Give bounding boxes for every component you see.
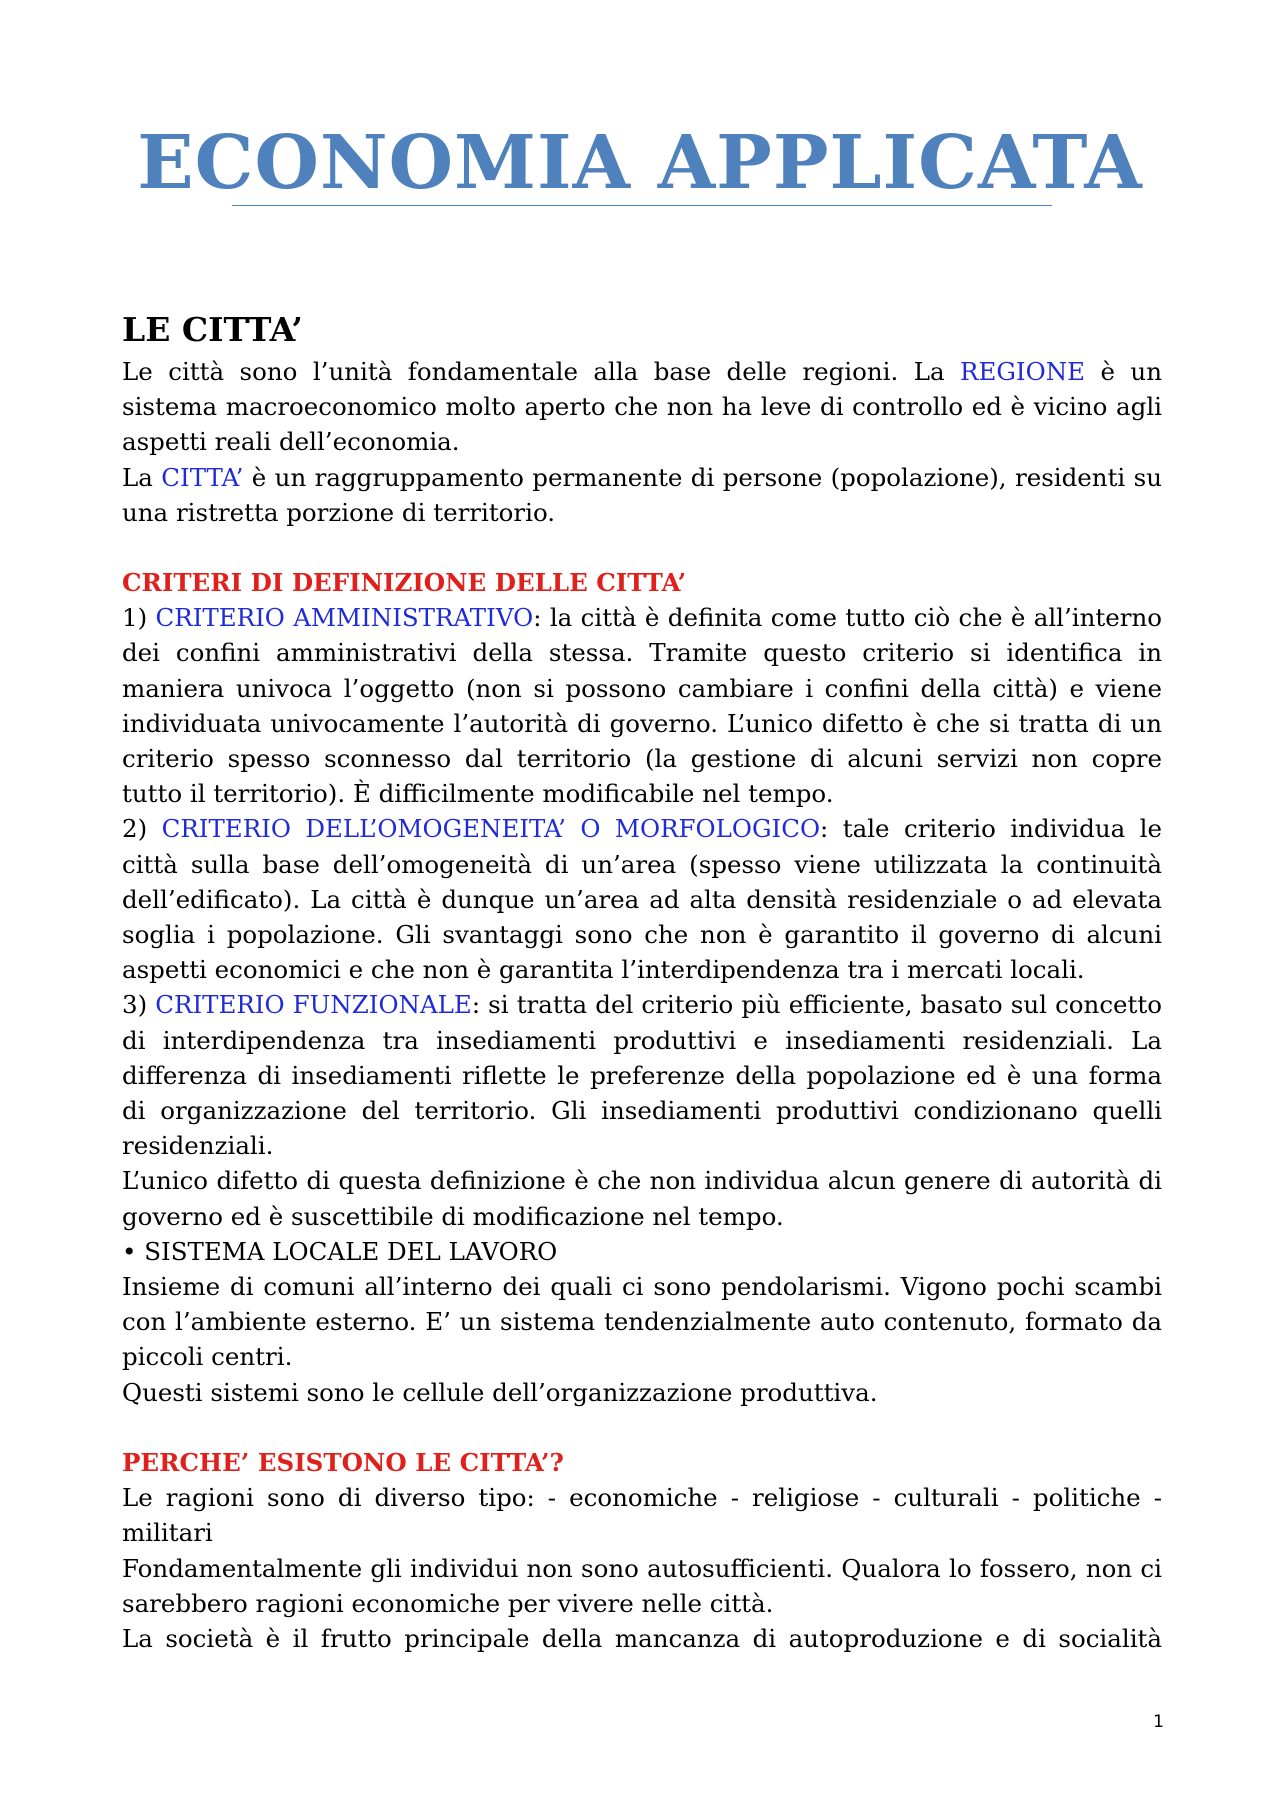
criterion-2	[122, 811, 1162, 987]
section-heading-criteri: CRITERI DI DEFINIZIONE DELLE CITTA’	[122, 568, 687, 598]
document-body	[122, 306, 1162, 1656]
criterion-text: : si tratta del criterio più efficiente, basato sul concetto di interdipendenza tra insediamenti produttivi e insediamenti residenziali. La differenza di insediamenti riflette le preferenze della popolazione ed è una forma di organizzazione del territorio. Gli insediamenti produttivi condizionano quelli residenziali.	[122, 990, 1162, 1161]
paragraph-citta	[122, 460, 1162, 530]
criterion-3	[122, 987, 1162, 1163]
title-underline	[232, 205, 1052, 206]
criterion-text: : tale criterio individua le città sulla base dell’omogeneità di un’area (spesso viene utilizzata la continuità dell’edificato). La città è dunque un’area ad alta densità residenziale o ad elevata soglia i popolazione. Gli svantaggi sono che non è garantito il governo di alcuni aspetti economici e che non è garantita l’interdipendenza tra i mercati locali.	[122, 814, 1162, 985]
paragraph-sistema-locale: Insieme di comuni all’interno dei quali ci sono pendolarismi. Vigono pochi scambi con l’ambiente esterno. E’ un sistema tendenzialmente auto contenuto, formato da piccoli centri.	[122, 1272, 1162, 1372]
section-heading-le-citta: LE CITTA’	[122, 310, 303, 349]
keyword-criterio-funzionale: CRITERIO FUNZIONALE	[155, 990, 472, 1020]
spacer	[122, 530, 1162, 565]
criterion-3-defect: L’unico difetto di questa definizione è che non individua alcun genere di autorità di governo ed è suscettibile di modificazione nel tempo.	[122, 1166, 1162, 1231]
section-heading-perche: PERCHE’ ESISTONO LE CITTA’?	[122, 1447, 564, 1477]
keyword-citta: CITTA’	[161, 462, 244, 492]
paragraph-regione	[122, 354, 1162, 460]
spacer	[122, 1410, 1162, 1445]
keyword-criterio-omogeneita: CRITERIO DELL’OMOGENEITA’ O MORFOLOGICO	[161, 814, 821, 844]
criterion-1	[122, 600, 1162, 811]
paragraph-societa: La società è il frutto principale della mancanza di autoproduzione e di socialità	[122, 1623, 1162, 1653]
criterion-number: 2)	[122, 814, 162, 844]
text: La	[122, 462, 162, 492]
paragraph-ragioni: Le ragioni sono di diverso tipo: - economiche - religiose - culturali - politiche - militari	[122, 1483, 1162, 1548]
criterion-text: : la città è definita come tutto ciò che è all’interno dei confini amministrativi della stessa. Tramite questo criterio si identifica in maniera univoca l’oggetto (non si possono cambiare i confini della città) e viene individuata univocamente l’autorità di governo. L’unico difetto è che si tratta di un criterio spesso sconnesso dal territorio (la gestione di alcuni servizi non copre tutto il territorio). È difficilmente modificabile nel tempo.	[122, 603, 1162, 809]
paragraph-cellule: Questi sistemi sono le cellule dell’organizzazione produttiva.	[122, 1377, 878, 1407]
text: è un raggruppamento permanente di persone (popolazione), residenti su una ristretta porzione di territorio.	[122, 462, 1162, 527]
text: è un sistema macroeconomico molto aperto che non ha leve di controllo ed è vicino agli aspetti reali dell’economia.	[122, 357, 1162, 457]
criterion-number: 1)	[122, 603, 156, 633]
paragraph-autosufficienti: Fondamentalmente gli individui non sono autosufficienti. Qualora lo fossero, non ci sarebbero ragioni economiche per vivere nelle città.	[122, 1553, 1162, 1618]
keyword-criterio-amministrativo: CRITERIO AMMINISTRATIVO	[155, 603, 534, 633]
page-number: 1	[1153, 1712, 1164, 1732]
keyword-regione: REGIONE	[960, 357, 1086, 386]
document-title: ECONOMIA APPLICATA	[137, 120, 1143, 206]
criterion-number: 3)	[122, 990, 156, 1020]
text: Le città sono l’unità fondamentale alla base delle regioni. La	[122, 357, 961, 386]
bullet-sistema-locale: • SISTEMA LOCALE DEL LAVORO	[122, 1236, 558, 1266]
